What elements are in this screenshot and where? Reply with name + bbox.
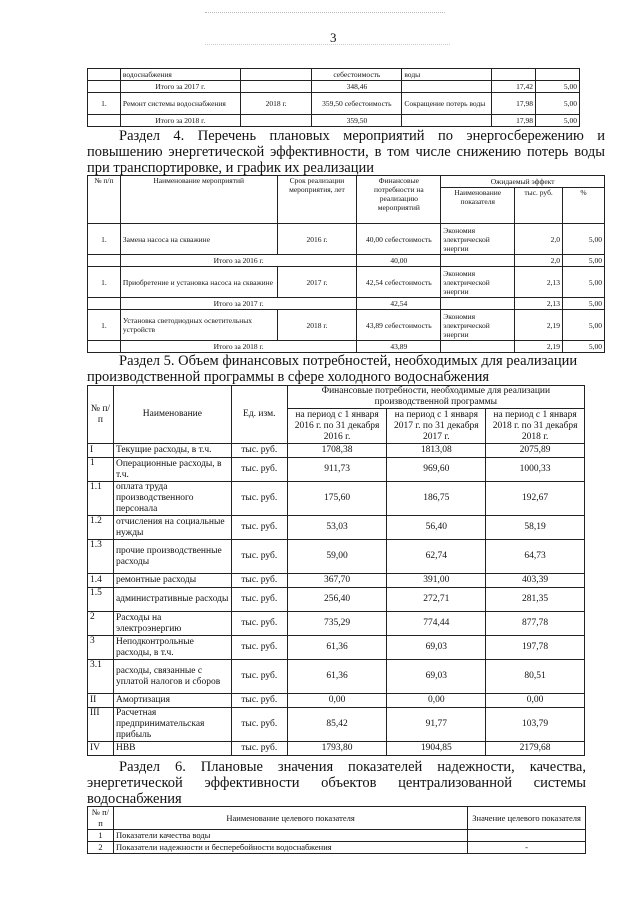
table-row: 1.5 административные расходы тыс. руб. 256,40 272,71 281,35 (88, 588, 585, 612)
table-cell: 2179,68 (486, 742, 585, 756)
table-cell (468, 830, 586, 842)
table-cell: водоснабжения (120, 69, 240, 81)
table-cell: 0,00 (387, 694, 486, 708)
table-cell: 69,03 (387, 636, 486, 660)
column-header: № п/п (88, 386, 114, 444)
table-cell: 42,54 (357, 298, 441, 310)
table-cell: себестоимость (312, 69, 402, 81)
table-cell: 2,13 (515, 267, 563, 298)
section6-title: Раздел 6. Плановые значения показателей надежности, качества, энергетической эффективности объектов централизованной системы водоснабжения (87, 759, 586, 807)
table-cell: 64,73 (486, 540, 585, 574)
total-label: Итого за 2017 г. (120, 81, 240, 93)
table-cell: Амортизация (113, 694, 231, 708)
table-row: II Амортизация тыс. руб. 0,00 0,00 0,00 (88, 694, 585, 708)
table-cell: 403,39 (486, 574, 585, 588)
table-cell: 17,98 (492, 93, 536, 115)
table-row: 1 Показатели качества воды (88, 830, 586, 842)
table-cell: 2,19 (515, 341, 563, 353)
table-cell: 61,36 (287, 660, 387, 694)
column-header: № п/п (88, 807, 114, 830)
table-row (88, 298, 605, 310)
table-cell: 391,00 (387, 574, 486, 588)
table-row (88, 341, 605, 353)
table-header-row (88, 807, 586, 830)
table-cell: 186,75 (387, 482, 486, 516)
section6-table (87, 806, 586, 854)
table-cell: 5,00 (536, 81, 580, 93)
table-row: 2 Показатели надежности и бесперебойности водоснабжения - (88, 842, 586, 854)
table-cell: 1904,85 (387, 742, 486, 756)
table-cell: Расчетная предпринимательская прибыль (113, 708, 231, 742)
continuation-table (87, 68, 580, 127)
column-header: Наименование целевого показателя (113, 807, 467, 830)
table-cell: 91,77 (387, 708, 486, 742)
table-cell: 1. (88, 93, 121, 115)
section4-title: Раздел 4. Перечень плановых мероприятий по энергосбережению и повышению энергетической эффективности, в том числе снижению потерь воды при транспортировке, и график их реализации (87, 128, 605, 176)
table-cell: 2,0 (515, 224, 563, 255)
table-cell: 56,40 (387, 516, 486, 540)
scan-noise (205, 44, 450, 51)
table-cell: 85,42 (287, 708, 387, 742)
table-cell: 735,29 (287, 612, 387, 636)
table-row (88, 115, 580, 127)
table-cell: 5,00 (536, 93, 580, 115)
table-row: 2 Расходы на электроэнергию тыс. руб. 735,29 774,44 877,78 (88, 612, 585, 636)
table-cell: административные расходы (113, 588, 231, 612)
table-cell: 53,03 (287, 516, 387, 540)
table-cell: Экономия электрической энергии (441, 267, 515, 298)
table-cell: 58,19 (486, 516, 585, 540)
table-cell: Ремонт системы водоснабжения (120, 93, 240, 115)
table-cell: 17,98 (492, 115, 536, 127)
table-cell: 103,79 (486, 708, 585, 742)
table-cell: отчисления на социальные нужды (113, 516, 231, 540)
column-header: % (563, 188, 605, 224)
table-cell: 969,60 (387, 458, 486, 482)
table-cell: 59,00 (287, 540, 387, 574)
section4-table (87, 175, 605, 353)
table-cell: 61,36 (287, 636, 387, 660)
table-cell: 1813,08 (387, 444, 486, 458)
table-header-row (88, 386, 585, 409)
table-cell: Расходы на электроэнергию (113, 612, 231, 636)
table-row: 1. Установка светодиодных осветительных устройств 2018 г. 43,89 себестоимость Экономия электрической энергии 2,19 5,00 (88, 310, 605, 341)
table-cell: 5,00 (536, 115, 580, 127)
table-row: 3 Неподконтрольные расходы, в т.ч. тыс. руб. 61,36 69,03 197,78 (88, 636, 585, 660)
table-cell: 5,00 (563, 267, 605, 298)
column-header: тыс. руб. (515, 188, 563, 224)
column-header: Финансовые потребности на реализацию мероприятий (357, 176, 441, 224)
table-cell: 877,78 (486, 612, 585, 636)
column-header: Ожидаемый эффект (441, 176, 605, 188)
table-row: 1.3 прочие производственные расходы тыс. руб. 59,00 62,74 64,73 (88, 540, 585, 574)
table-cell: Экономия электрической энергии (441, 310, 515, 341)
table-cell: прочие производственные расходы (113, 540, 231, 574)
table-row: III Расчетная предпринимательская прибыль тыс. руб. 85,42 91,77 103,79 (88, 708, 585, 742)
table-cell: расходы, связанные с уплатой налогов и сборов (113, 660, 231, 694)
table-cell: Приобретение и установка насоса на скважине (120, 267, 277, 298)
table-cell: Сокращение потерь воды (402, 93, 492, 115)
column-header: Ед. изм. (231, 386, 287, 444)
table-cell: 69,03 (387, 660, 486, 694)
table-cell: Установка светодиодных осветительных устройств (120, 310, 277, 341)
table-row (88, 69, 580, 81)
table-header-row (88, 176, 605, 188)
table-row: 3.1 расходы, связанные с уплатой налогов и сборов тыс. руб. 61,36 69,03 80,51 (88, 660, 585, 694)
table-cell: 2018 г. (240, 93, 312, 115)
column-header: Значение целевого показателя (468, 807, 586, 830)
table-cell: воды (402, 69, 492, 81)
table-cell: 2075,89 (486, 444, 585, 458)
table-row: IV НВВ тыс. руб. 1793,80 1904,85 2179,68 (88, 742, 585, 756)
table-cell: 192,67 (486, 482, 585, 516)
table-cell: оплата труда производственного персонала (113, 482, 231, 516)
table-row (88, 93, 580, 115)
column-header: Финансовые потребности, необходимые для реализации производственной программы (287, 386, 584, 409)
table-cell: 1793,80 (287, 742, 387, 756)
table-cell: 2,0 (515, 255, 563, 267)
table-row: 1. Приобретение и установка насоса на скважине 2017 г. 42,54 себестоимость Экономия электрической энергии 2,13 5,00 (88, 267, 605, 298)
table-cell: 0,00 (287, 694, 387, 708)
table-cell: 911,73 (287, 458, 387, 482)
table-row (88, 255, 605, 267)
table-cell: 272,71 (387, 588, 486, 612)
table-cell: НВВ (113, 742, 231, 756)
table-cell: 1000,33 (486, 458, 585, 482)
table-cell: 281,35 (486, 588, 585, 612)
table-cell: 5,00 (563, 224, 605, 255)
table-cell: 348,46 (312, 81, 402, 93)
page-number: 3 (330, 30, 337, 45)
table-cell: 42,54 себестоимость (357, 267, 441, 298)
table-cell: 2017 г. (277, 267, 357, 298)
table-cell: 197,78 (486, 636, 585, 660)
table-cell: Показатели качества воды (113, 830, 467, 842)
table-row: 1.4 ремонтные расходы тыс. руб. 367,70 391,00 403,39 (88, 574, 585, 588)
table-cell: Текущие расходы, в т.ч. (113, 444, 231, 458)
table-cell: 175,60 (287, 482, 387, 516)
total-label: Итого за 2018 г. (120, 341, 356, 353)
table-cell: 43,89 себестоимость (357, 310, 441, 341)
column-header: № п/п (88, 176, 121, 224)
scan-noise (205, 12, 445, 23)
table-cell: 2018 г. (277, 310, 357, 341)
column-header: Наименование (113, 386, 231, 444)
table-row: 1 Операционные расходы, в т.ч. тыс. руб. 911,73 969,60 1000,33 (88, 458, 585, 482)
total-label: Итого за 2016 г. (120, 255, 356, 267)
section5-title: Раздел 5. Объем финансовых потребностей, необходимых для реализации производственной программы в сфере холодного водоснабжения (87, 353, 578, 385)
table-cell: Операционные расходы, в т.ч. (113, 458, 231, 482)
total-label: Итого за 2017 г. (120, 298, 356, 310)
table-cell: 359,50 (312, 115, 402, 127)
table-row: I Текущие расходы, в т.ч. тыс. руб. 1708,38 1813,08 2075,89 (88, 444, 585, 458)
table-cell: 367,70 (287, 574, 387, 588)
column-header: на период с 1 января 2017 г. по 31 декабря 2017 г. (387, 409, 486, 444)
table-cell: 5,00 (563, 298, 605, 310)
table-cell: - (468, 842, 586, 854)
table-cell: 43,89 (357, 341, 441, 353)
table-cell: Замена насоса на скважине (120, 224, 277, 255)
table-cell: 0,00 (486, 694, 585, 708)
table-cell: Экономия электрической энергии (441, 224, 515, 255)
column-header: Срок реализации мероприятия, лет (277, 176, 357, 224)
column-header: на период с 1 января 2016 г. по 31 декабря 2016 г. (287, 409, 387, 444)
table-cell: 2,13 (515, 298, 563, 310)
column-header: Наименование мероприятий (120, 176, 277, 224)
table-cell: 40,00 себестоимость (357, 224, 441, 255)
table-cell: 1708,38 (287, 444, 387, 458)
table-cell: 5,00 (563, 310, 605, 341)
table-cell: 80,51 (486, 660, 585, 694)
table-cell: 774,44 (387, 612, 486, 636)
table-cell: 5,00 (563, 255, 605, 267)
table-cell: 17,42 (492, 81, 536, 93)
table-cell: ремонтные расходы (113, 574, 231, 588)
column-header: Наименование показателя (441, 188, 515, 224)
table-cell: Неподконтрольные расходы, в т.ч. (113, 636, 231, 660)
table-cell: 359,50 себестоимость (312, 93, 402, 115)
table-cell: 256,40 (287, 588, 387, 612)
table-cell: 2,19 (515, 310, 563, 341)
column-header: на период с 1 января 2018 г. по 31 декабря 2018 г. (486, 409, 585, 444)
table-row: 1. Замена насоса на скважине 2016 г. 40,00 себестоимость Экономия электрической энергии 2,0 5,00 (88, 224, 605, 255)
table-cell: 62,74 (387, 540, 486, 574)
total-label: Итого за 2018 г. (120, 115, 240, 127)
table-cell: 40,00 (357, 255, 441, 267)
section5-table (87, 385, 585, 756)
table-row (88, 81, 580, 93)
table-cell: 2016 г. (277, 224, 357, 255)
table-row: 1.1 оплата труда производственного персонала тыс. руб. 175,60 186,75 192,67 (88, 482, 585, 516)
table-cell: 5,00 (563, 341, 605, 353)
table-cell: Показатели надежности и бесперебойности водоснабжения (113, 842, 467, 854)
table-row: 1.2 отчисления на социальные нужды тыс. руб. 53,03 56,40 58,19 (88, 516, 585, 540)
